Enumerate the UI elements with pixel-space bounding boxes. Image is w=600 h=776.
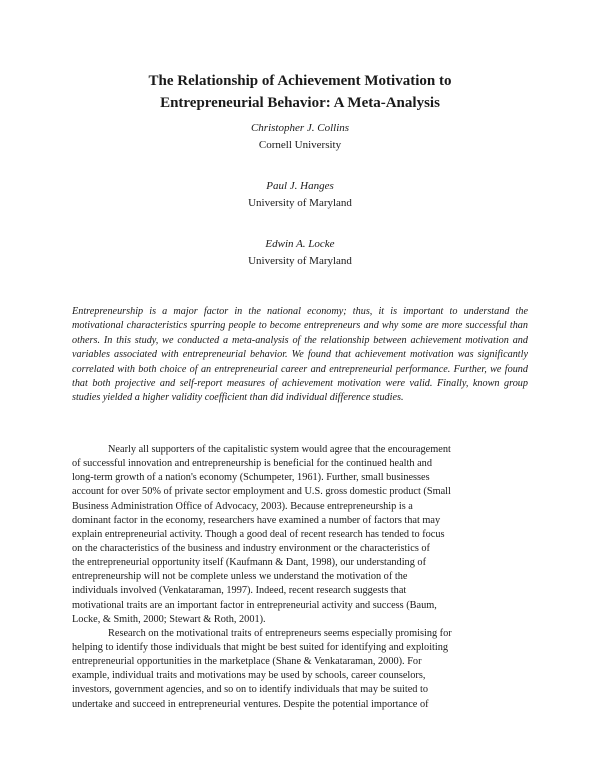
body-line: helping to identify those individuals that might be best suited for identifying and exploiting: [72, 641, 449, 653]
body-line: example, individual traits and motivations may be used by schools, career counselors,: [72, 670, 426, 682]
author-block: [150, 236, 450, 270]
body-text: [72, 443, 528, 712]
body-line: dominant factor in the economy, researchers have examined a number of factors that may: [72, 514, 441, 526]
body-line: the entrepreneurial opportunity itself (Kaufmann & Dant, 1998), our understanding of: [72, 557, 427, 569]
body-line: entrepreneurship will not be complete unless we understand the motivation of the: [72, 571, 408, 583]
author-affiliation: University of Maryland: [248, 197, 352, 209]
body-line: Nearly all supporters of the capitalistic system would agree that the encouragement: [108, 444, 451, 455]
author-affiliation: Cornell University: [258, 139, 342, 151]
title-line: The Relationship of Achievement Motivation to: [148, 73, 452, 89]
author-affiliation: University of Maryland: [248, 255, 352, 267]
body-line: entrepreneurial opportunities in the marketplace (Shane & Venkataraman, 2000). For: [72, 656, 422, 668]
author-block: [150, 120, 450, 154]
body-line: Locke, & Smith, 2000; Stewart & Roth, 2001).: [72, 613, 266, 625]
author-name: Paul J. Hanges: [266, 180, 334, 192]
body-line: of successful innovation and entrepreneurship is beneficial for the continued health and: [72, 458, 432, 470]
abstract: Entrepreneurship is a major factor in the national economy; thus, it is important to understand the motivational characteristics spurring people to become entrepreneurs and why some are more successful than others. In this study, we conducted a meta-analysis of the relationship between achievement motivation and variables associated with entrepreneurial behavior. We found that achievement motivation was significantly correlated with both choice of an entrepreneurial career and entrepreneurial performance. Further, we found that both projective and self-report measures of achievement motivation were valid. Finally, known group studies yielded a higher validity coefficient than did individual difference studies.: [72, 306, 528, 404]
body-line: explain entrepreneurial activity. Though a good deal of recent research has tended to focus: [72, 528, 445, 540]
body-line: on the characteristics of the business and industry environment or the characteristics of: [72, 542, 430, 554]
body-line: Business Administration Office of Advocacy, 2003). Because entrepreneurship is a: [72, 500, 413, 512]
body-line: individuals involved (Venkataraman, 1997). Indeed, recent research suggests that: [72, 585, 407, 597]
body-line: Research on the motivational traits of entrepreneurs seems especially promising for: [108, 627, 452, 639]
author-name: Edwin A. Locke: [265, 238, 335, 250]
body-line: undertake and succeed in entrepreneurial ventures. Despite the potential importance of: [72, 698, 429, 710]
body-line: investors, government agencies, and so on to identify individuals that may be suited to: [72, 684, 429, 696]
title-line: Entrepreneurial Behavior: A Meta-Analysis: [160, 95, 440, 111]
body-line: long-term growth of a nation's economy (Schumpeter, 1961). Further, small businesses: [72, 472, 430, 484]
body-line: account for over 50% of private sector employment and U.S. gross domestic product (Small: [72, 486, 451, 498]
body-line: motivational traits are an important factor in entrepreneurial activity and success (Baum,: [72, 599, 437, 611]
author-name: Christopher J. Collins: [250, 122, 350, 134]
paper-title: [100, 70, 500, 114]
author-block: [150, 178, 450, 212]
